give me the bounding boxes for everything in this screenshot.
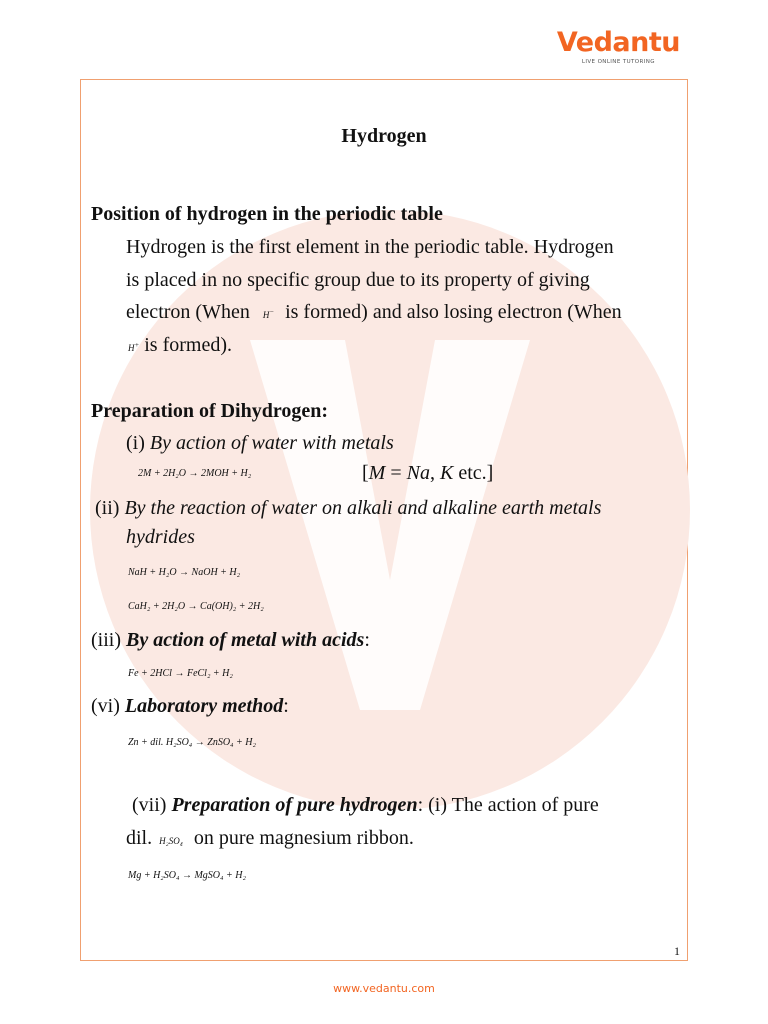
section-heading-preparation: Preparation of Dihydrogen: [91, 400, 329, 422]
method-ii [95, 496, 601, 520]
note-bracket: [ [362, 462, 369, 484]
method-vii-line2 [126, 826, 414, 853]
method-i [126, 431, 394, 455]
method-text: By action of water with metals [149, 432, 394, 454]
equation-3: CaH₂ + 2H₂O → Ca(OH)₂ + 2H₂ [128, 601, 264, 612]
method-vi [91, 694, 289, 718]
acid-formula: H₂SO₄ [159, 836, 183, 846]
equation-5: Zn + dil. H₂SO₄ → ZnSO₄ + H₂ [128, 737, 256, 748]
logo-wordmark: Vedantu [556, 27, 680, 58]
method-number: (vi) [91, 695, 120, 717]
equation-1: 2M + 2H₂O → 2MOH + H₂ [138, 468, 252, 479]
ion-charge: − [269, 308, 275, 316]
note-symbol: Na [406, 462, 430, 484]
paragraph-text: is formed) and also losing electron (When [285, 301, 622, 323]
method-number: (iii) [91, 629, 121, 651]
paragraph-text: on pure magnesium ribbon. [193, 827, 414, 849]
hydride-ion [263, 310, 274, 320]
paragraph-line: is placed in no specific group due to its property of giving [126, 269, 590, 291]
note-etc: etc.] [453, 462, 494, 484]
ion-charge: + [134, 341, 140, 349]
section-heading-position: Position of hydrogen in the periodic table [91, 203, 443, 225]
page-number: 1 [674, 944, 680, 958]
note-equals: = [385, 462, 407, 484]
method-text: By action of metal with acids [126, 629, 365, 651]
method-number: (ii) [95, 497, 120, 519]
note-symbol: K [439, 462, 454, 484]
note-comma: , [429, 462, 440, 484]
method-text: By the reaction of water on alkali and alkaline earth metals [124, 497, 602, 519]
equation-4: Fe + 2HCl → FeCl₂ + H₂ [128, 668, 233, 679]
method-text-rest: : (i) The action of pure [417, 794, 599, 816]
ion-symbol: H [128, 343, 135, 353]
method-text-continued: hydrides [126, 526, 195, 548]
proton-ion [128, 343, 139, 353]
ion-symbol: H [262, 310, 270, 320]
method-vii [132, 793, 599, 817]
method-number: (vii) [132, 794, 167, 816]
paragraph-text: dil. [126, 827, 153, 849]
paragraph-text: is formed). [144, 334, 232, 356]
paragraph-line [128, 333, 232, 360]
method-number: (i) [126, 432, 145, 454]
paragraph-line [126, 300, 622, 327]
note-symbol: M [368, 462, 386, 484]
paragraph-text: electron (When [126, 301, 250, 323]
equation-1-note [362, 461, 493, 485]
method-colon: : [283, 695, 289, 717]
footer-link[interactable]: www.vedantu.com [333, 982, 435, 995]
equation-2: NaH + H₂O → NaOH + H₂ [128, 567, 241, 578]
method-iii [91, 628, 370, 652]
method-text: Laboratory method [124, 695, 284, 717]
vedantu-logo [557, 28, 680, 65]
paragraph-line: Hydrogen is the first element in the periodic table. Hydrogen [126, 236, 614, 258]
logo-tagline: LIVE ONLINE TUTORING [581, 59, 655, 65]
equation-6: Mg + H₂SO₄ → MgSO₄ + H₂ [128, 870, 246, 881]
method-colon: : [364, 629, 370, 651]
method-text: Preparation of pure hydrogen [171, 794, 418, 816]
page-title: Hydrogen [341, 125, 427, 147]
